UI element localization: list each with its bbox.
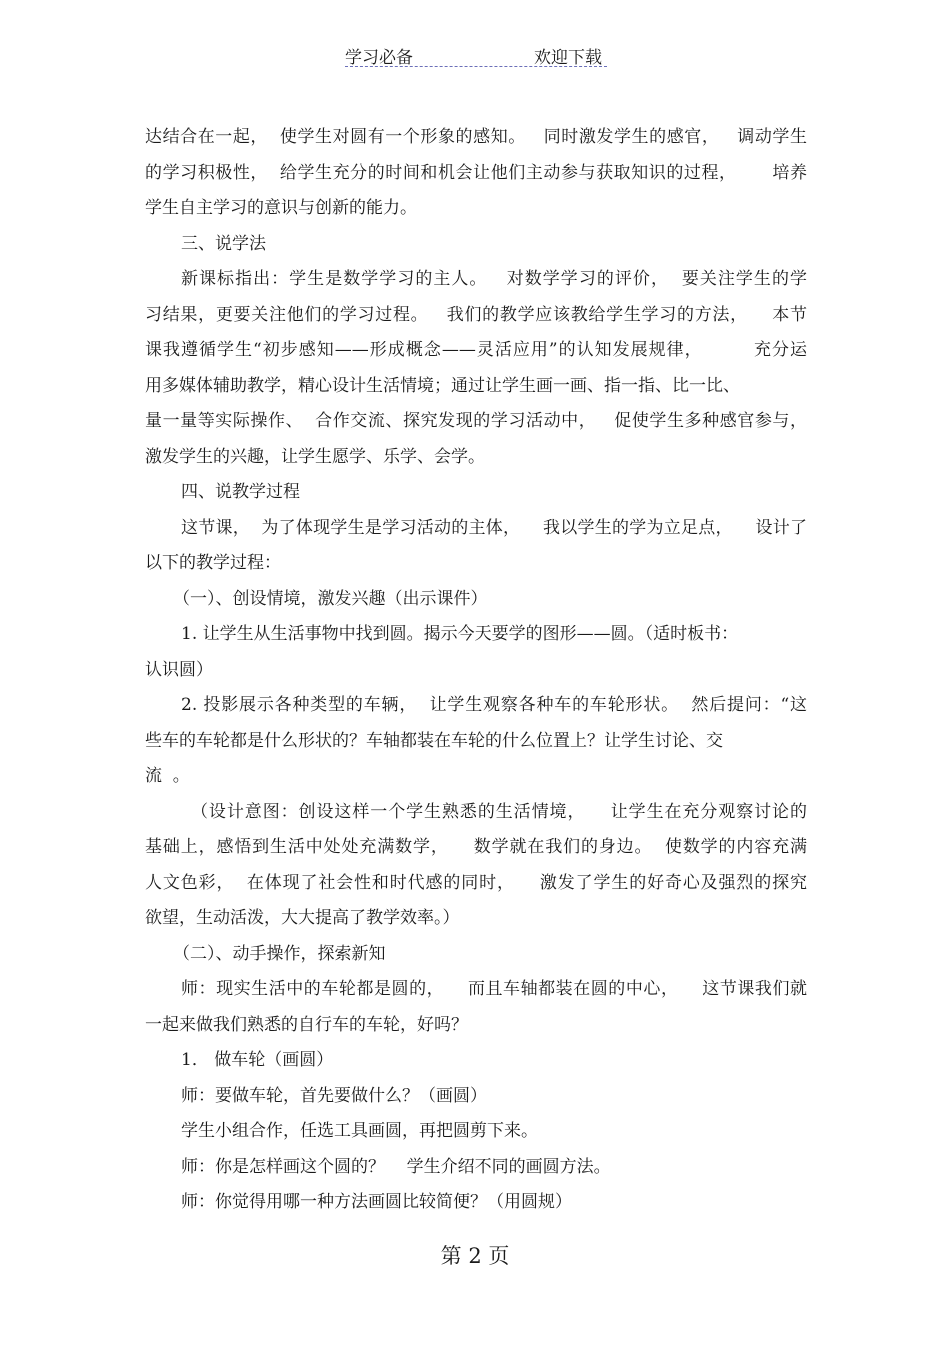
text-line: 1. 让学生从生活事物中找到圆。揭示今天要学的图形——圆。（适时板书： [181,624,739,644]
text-line: 四、说教学过程 [181,482,300,502]
text-line: 师：你觉得用哪一种方法画圆比较简便？（用圆规） [181,1192,572,1212]
text-line: 师：要做车轮，首先要做什么？（画圆） [181,1085,487,1106]
text-line: 师：你是怎样画这个圆的？ 学生介绍不同的画圆方法。 [181,1156,611,1177]
header-right-text: 欢迎下载 [534,48,602,68]
header-left-text: 学习必备 [345,48,413,68]
page-header [345,40,607,67]
text-line: 学生自主学习的意识与创新的能力。 [145,198,417,218]
text-line: 1． 做车轮（画圆） [181,1050,334,1070]
text-line: 师：现实生活中的车轮都是圆的， 而且车轴都装在圆的中心， 这节课我们就 [181,979,807,999]
text-line: 学生小组合作，任选工具画圆，再把圆剪下来。 [181,1121,538,1141]
page-number: 第 2 页 [440,1244,510,1268]
text-line: 认识圆） [145,659,213,680]
text-line: 2. 投影展示各种类型的车辆， 让学生观察各种车的车轮形状。 然后提问：“这 [181,695,807,715]
text-line: 些车的车轮都是什么形状的？车轴都装在车轮的什么位置上？让学生讨论、交 [145,730,723,751]
text-line: （二）、动手操作，探索新知 [173,943,386,964]
text-line: 课我遵循学生“初步感知——形成概念——灵活应用”的认知发展规律， 充分运 [145,340,807,360]
text-line: 的学习积极性， 给学生充分的时间和机会让他们主动参与获取知识的过程， 培养 [145,162,807,183]
text-line: 三、说学法 [181,233,266,254]
text-line: 达结合在一起， 使学生对圆有一个形象的感知。 同时激发学生的感官， 调动学生 [145,127,807,147]
text-line: （一）、创设情境，激发兴趣（出示课件） [173,588,488,609]
text-line: 一起来做我们熟悉的自行车的车轮，好吗？ [145,1014,468,1035]
text-line: 习结果，更要关注他们的学习过程。 我们的教学应该教给学生学习的方法， 本节 [145,304,807,325]
text-line: （设计意图：创设这样一个学生熟悉的生活情境， 让学生在充分观察讨论的 [191,801,807,822]
text-line: 基础上，感悟到生活中处处充满数学， 数学就在我们的身边。 使数学的内容充满 [145,837,807,857]
document-body [145,120,807,1221]
text-line: 人文色彩， 在体现了社会性和时代感的同时， 激发了学生的好奇心及强烈的探究 [145,872,807,893]
text-line: 欲望，生动活泼，大大提高了教学效率。） [145,908,460,928]
text-line: 这节课， 为了体现学生是学习活动的主体， 我以学生的学为立足点， 设计了 [181,517,807,538]
text-line: 用多媒体辅助教学，精心设计生活情境；通过让学生画一画、指一指、比一比、 [145,375,740,396]
text-line: 新课标指出：学生是数学学习的主人。 对数学学习的评价， 要关注学生的学 [181,269,807,289]
text-line: 以下的教学过程： [145,553,281,573]
text-line: 量一量等实际操作、 合作交流、探究发现的学习活动中， 促使学生多种感官参与， [145,411,807,431]
text-line: 流 。 [145,766,190,786]
text-line: 激发学生的兴趣，让学生愿学、乐学、会学。 [145,446,485,467]
